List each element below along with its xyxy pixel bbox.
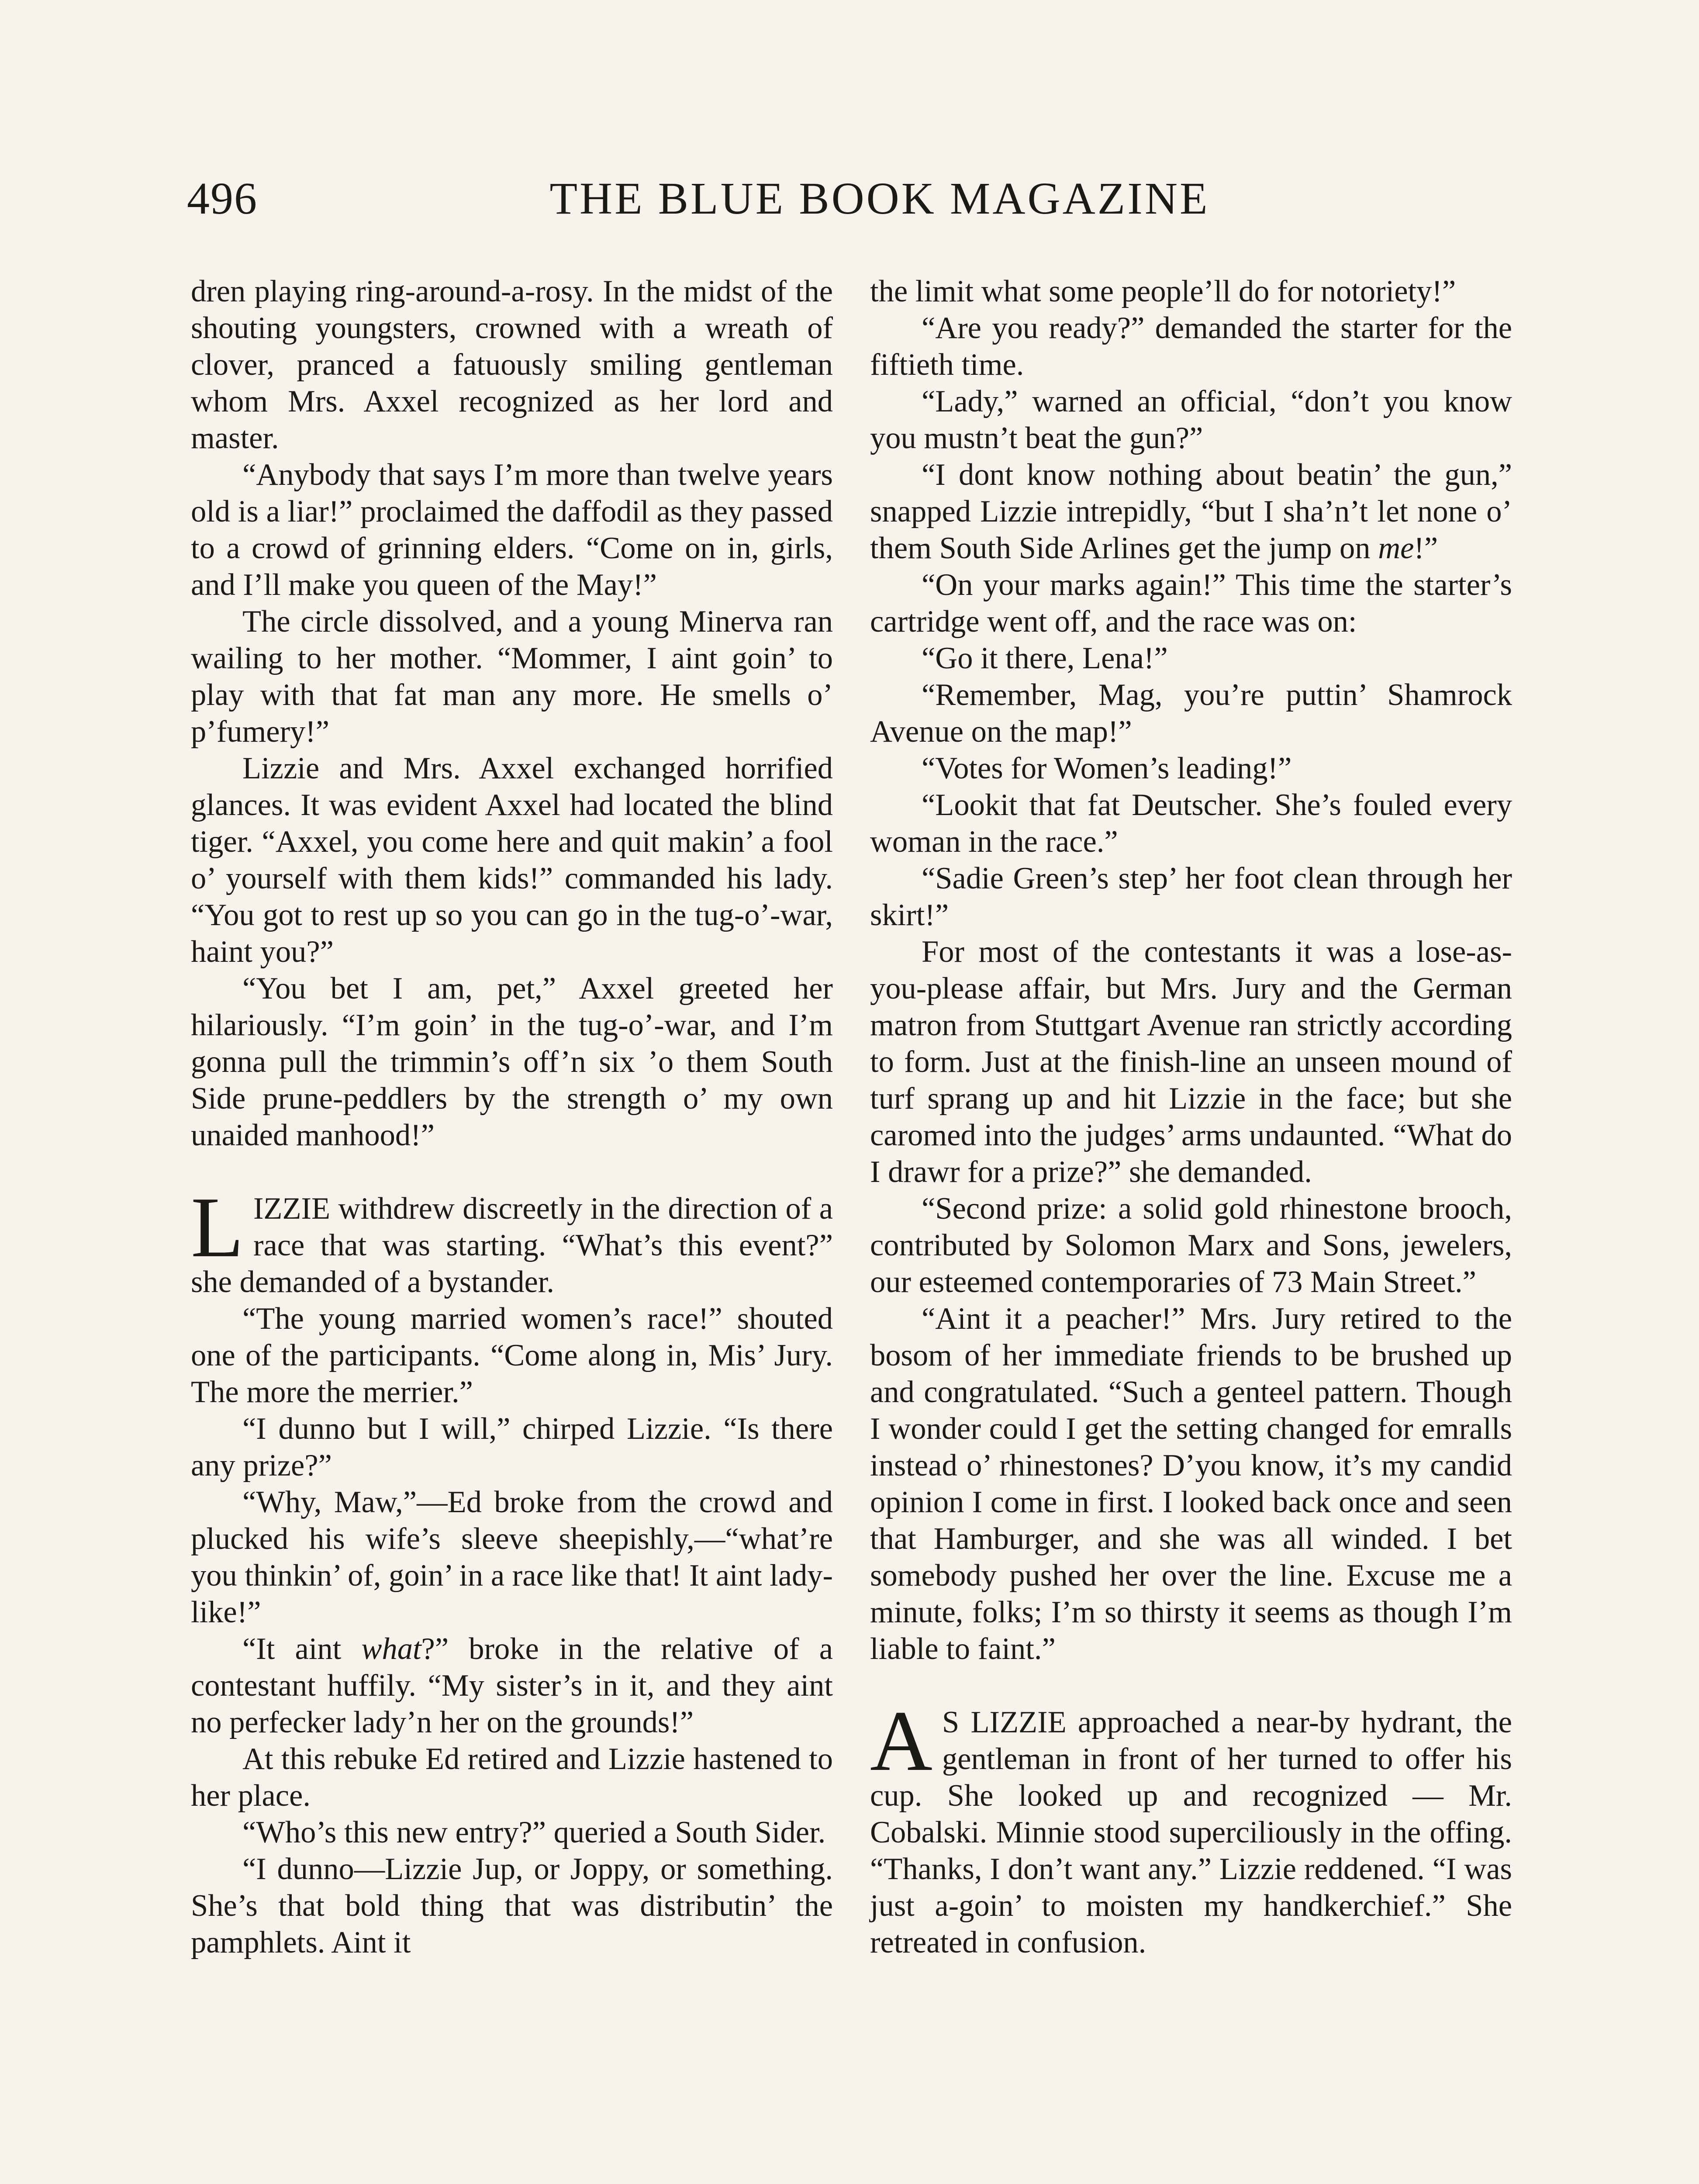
small-caps-lead: IZZIE [253, 1192, 331, 1226]
paragraph: “The young married women’s race!” shouted one of the participants. “Come along in, Mis’ Jury. The more the merrier.” [191, 1302, 833, 1409]
drop-cap: L [191, 1179, 244, 1275]
left-column [191, 273, 833, 2184]
section-paragraph [191, 1179, 833, 1300]
emphasis: me [1378, 531, 1414, 565]
paragraph: “Sadie Green’s step’ her foot clean through her skirt!” [870, 861, 1512, 932]
paragraph: “Lady,” warned an official, “don’t you know you mustn’t beat the gun?” [870, 384, 1512, 455]
right-column [870, 273, 1512, 2184]
paragraph: “Lookit that fat Deutscher. She’s fouled every woman in the race.” [870, 788, 1512, 859]
emphasis: what [361, 1632, 421, 1666]
section-paragraph [870, 1693, 1512, 1961]
paragraph: “Anybody that says I’m more than twelve years old is a liar!” proclaimed the daffodil as they passed to a crowd of grinning elders. “Come on in, girls, and I’ll make you queen of the May!” [191, 458, 833, 602]
paragraph: “I dunno—Lizzie Jup, or Joppy, or something. She’s that bold thing that was distributin’ the pamphlets. Aint it [191, 1852, 833, 1959]
paragraph-text: “It aint [242, 1632, 362, 1666]
paragraph: the limit what some people’ll do for notoriety!” [870, 274, 1456, 308]
paragraph: “Remember, Mag, you’re puttin’ Shamrock Avenue on the map!” [870, 678, 1512, 749]
paragraph [191, 1631, 833, 1741]
paragraph: At this rebuke Ed retired and Lizzie hastened to her place. [191, 1742, 833, 1813]
paragraph: “Go it there, Lena!” [922, 641, 1168, 675]
magazine-title: THE BLUE BOOK MAGAZINE [549, 173, 1210, 224]
paragraph-text: !” [1414, 531, 1438, 565]
drop-cap: A [870, 1693, 932, 1789]
paragraph: “Aint it a peacher!” Mrs. Jury retired to the bosom of her immediate friends to be brushed up and congratulated. “Such a genteel pattern. Though I wonder could I get the setting changed for emralls instead o’ rhinestones? D’you know, it’s my candid opinion I come in first. I looked back once and seen that Hamburger, and she was all winded. I bet somebody pushed her over the line. Excuse me a minute, folks; I’m so thirsty it seems as though I’m liable to faint.” [870, 1302, 1512, 1666]
paragraph: For most of the contestants it was a lose-as-you-please affair, but Mrs. Jury and the German matron from Stuttgart Avenue ran strictly according to form. Just at the finish-line an unseen mound of turf sprang up and hit Lizzie in the face; but she caromed into the judges’ arms undaunted. “What do I drawr for a prize?” she demanded. [870, 935, 1512, 1189]
paragraph: “Votes for Women’s leading!” [922, 751, 1292, 785]
paragraph: dren playing ring-around-a-rosy. In the midst of the shouting youngsters, crowned with a wreath of clover, pranced a fatuously smiling gentleman whom Mrs. Axxel recognized as her lord and master. [191, 274, 833, 455]
paragraph: Lizzie and Mrs. Axxel exchanged horrified glances. It was evident Axxel had located the blind tiger. “Axxel, you come here and quit makin’ a fool o’ yourself with them kids!” commanded his lady. “You got to rest up so you can go in the tug-o’-war, haint you?” [191, 751, 833, 969]
paragraph-text: withdrew discreetly in the direction of a race that was starting. “What’s this event?” she demanded of a bystander. [191, 1192, 833, 1299]
small-caps-lead: S LIZZIE [942, 1705, 1067, 1739]
paragraph-text: approached a near-by hydrant, the gentleman in front of her turned to offer his cup. She looked up and recognized — Mr. Cobalski. Minnie stood superciliously in the offing. “Thanks, I don’t want any.” Lizzie reddened. “I was just a-goin’ to moisten my handkerchief.” She retreated in confusion. [870, 1705, 1512, 1959]
paragraph: “You bet I am, pet,” Axxel greeted her hilariously. “I’m goin’ in the tug-o’-war, and I’m gonna pull the trimmin’s off’n six ’o them South Side prune-peddlers by the strength o’ my own unaided manhood!” [191, 971, 833, 1152]
paragraph: “Why, Maw,”—Ed broke from the crowd and plucked his wife’s sleeve sheepishly,—“what’re you thinkin’ of, goin’ in a race like that! It aint lady-like!” [191, 1485, 833, 1629]
paragraph: “Second prize: a solid gold rhinestone brooch, contributed by Solomon Marx and Sons, jewelers, our esteemed contemporaries of 73 Main Street.” [870, 1192, 1512, 1299]
paragraph: “On your marks again!” This time the starter’s cartridge went off, and the race was on: [870, 568, 1512, 639]
paragraph-text: “I dont know nothing about beatin’ the gun,” snapped Lizzie intrepidly, “but I sha’n’t let none o’ them South Side Arlines get the jump on [870, 458, 1512, 565]
paragraph: “Are you ready?” demanded the starter for the fiftieth time. [870, 311, 1512, 382]
page-header [187, 173, 1511, 229]
paragraph [870, 456, 1512, 567]
paragraph: “Who’s this new entry?” queried a South Sider. [242, 1815, 826, 1849]
paragraph: “I dunno but I will,” chirped Lizzie. “Is there any prize?” [191, 1412, 833, 1482]
paragraph: The circle dissolved, and a young Minerva ran wailing to her mother. “Mommer, I aint goin’ to play with that fat man any more. He smells o’ p’fumery!” [191, 605, 833, 749]
paragraph-text: ?” broke in the relative of a contestant huffily. “My sister’s in it, and they aint no perfecker lady’n her on the grounds!” [191, 1632, 833, 1739]
page-number: 496 [187, 173, 258, 224]
